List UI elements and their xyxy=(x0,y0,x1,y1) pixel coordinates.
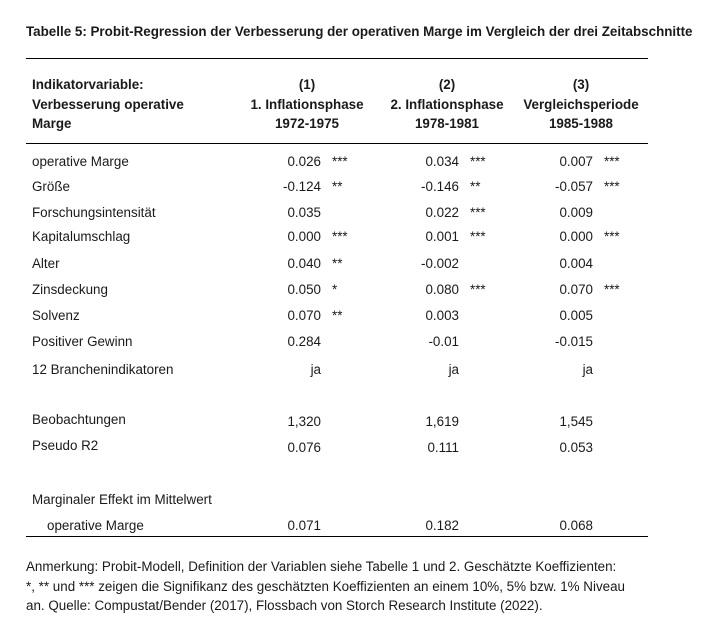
row-label: Solvenz xyxy=(32,308,80,323)
coefficient-value: 0.034 xyxy=(425,154,459,169)
stat-value: 0.111 xyxy=(427,440,459,455)
significance-stars: *** xyxy=(332,154,348,169)
coefficient-value: 0.050 xyxy=(287,282,321,297)
row-label: Alter xyxy=(32,256,60,271)
row-label: Positiver Gewinn xyxy=(32,334,133,349)
column-years: 1972-1975 xyxy=(274,116,340,131)
note-line: *, ** und *** zeigen die Signifikanz des geschätzten Koeffizienten an einem 10%, 5% bzw. 1% Niveau xyxy=(26,578,625,594)
coefficient-value: 0.035 xyxy=(287,205,321,220)
stat-label: Beobachtungen xyxy=(32,412,126,427)
note-line: an. Quelle: Compustat/Bender (2017), Flossbach von Storch Research Institute (2022). xyxy=(26,598,543,613)
coefficient-value: -0.057 xyxy=(555,179,593,194)
table-note xyxy=(26,557,686,616)
header-rule xyxy=(26,143,648,144)
column-number: (1) xyxy=(298,77,316,92)
significance-stars: ** xyxy=(470,179,481,194)
stat-value: 1,545 xyxy=(559,414,593,429)
row-label: Forschungsintensität xyxy=(32,205,156,220)
coefficient-value: 0.001 xyxy=(425,229,459,244)
coefficient-value: -0.124 xyxy=(283,179,321,194)
stat-label: Pseudo R2 xyxy=(32,438,99,453)
coefficient-value: 0.000 xyxy=(559,229,593,244)
column-header-3 xyxy=(506,75,656,134)
significance-stars: *** xyxy=(470,282,486,297)
row-label: 12 Branchenindikatoren xyxy=(32,362,174,377)
row-label: Kapitalumschlag xyxy=(32,229,131,244)
stat-value: 0.053 xyxy=(559,440,593,455)
column-number: (2) xyxy=(438,77,456,92)
significance-stars: * xyxy=(332,282,338,297)
indicator-header-line: Marge xyxy=(32,116,72,131)
coefficient-value: 0.009 xyxy=(559,205,593,220)
marginal-label: operative Marge xyxy=(47,518,144,533)
coefficient-value: 0.000 xyxy=(287,229,321,244)
coefficient-value: 0.070 xyxy=(287,308,321,323)
column-years: 1978-1981 xyxy=(414,116,480,131)
coefficient-value: 0.003 xyxy=(425,308,459,323)
coefficient-value: -0.002 xyxy=(421,256,459,271)
row-label: operative Marge xyxy=(32,154,129,169)
indicator-header xyxy=(32,75,184,134)
marginal-value-2: 0.182 xyxy=(425,518,459,533)
coefficient-value: -0.146 xyxy=(421,179,459,194)
column-name: 1. Inflationsphase xyxy=(250,96,364,112)
significance-stars: *** xyxy=(604,154,620,169)
row-label: Zinsdeckung xyxy=(32,282,108,297)
significance-stars: ** xyxy=(332,256,343,271)
table-title: Tabelle 5: Probit-Regression der Verbesserung der operativen Marge im Vergleich der drei Zeitabschnitte xyxy=(26,24,693,39)
coefficient-value: 0.070 xyxy=(559,282,593,297)
note-line: Anmerkung: Probit-Modell, Definition der Variablen siehe Tabelle 1 und 2. Geschätzte Koeffizienten: xyxy=(26,559,617,574)
significance-stars: *** xyxy=(604,229,620,244)
top-rule xyxy=(26,58,648,59)
coefficient-value: 0.026 xyxy=(287,154,321,169)
significance-stars: *** xyxy=(470,205,486,220)
coefficient-value: ja xyxy=(582,362,593,377)
column-number: (3) xyxy=(572,77,590,92)
indicator-header-line: Indikatorvariable: xyxy=(32,77,144,92)
significance-stars: *** xyxy=(604,179,620,194)
coefficient-value: -0.01 xyxy=(428,334,459,349)
significance-stars: *** xyxy=(604,282,620,297)
column-years: 1985-1988 xyxy=(548,116,614,131)
significance-stars: ** xyxy=(332,308,343,323)
significance-stars: *** xyxy=(332,229,348,244)
coefficient-value: -0.015 xyxy=(555,334,593,349)
coefficient-value: 0.284 xyxy=(287,334,321,349)
coefficient-value: 0.005 xyxy=(559,308,593,323)
significance-stars: *** xyxy=(470,154,486,169)
coefficient-value: 0.022 xyxy=(425,205,459,220)
column-header-1 xyxy=(232,75,382,134)
stat-value: 1,619 xyxy=(425,414,459,429)
marginal-value-1: 0.071 xyxy=(287,518,321,533)
coefficient-value: 0.004 xyxy=(559,256,593,271)
column-name: 2. Inflationsphase xyxy=(390,96,504,112)
marginal-heading: Marginaler Effekt im Mittelwert xyxy=(32,492,212,507)
column-name: Vergleichsperiode xyxy=(523,96,639,112)
coefficient-value: ja xyxy=(310,362,321,377)
coefficient-value: 0.007 xyxy=(559,154,593,169)
coefficient-value: 0.080 xyxy=(425,282,459,297)
significance-stars: *** xyxy=(470,229,486,244)
significance-stars: ** xyxy=(332,179,343,194)
coefficient-value: 0.040 xyxy=(287,256,321,271)
marginal-value-3: 0.068 xyxy=(559,518,593,533)
bottom-rule xyxy=(26,536,648,537)
row-label: Größe xyxy=(32,179,70,194)
stat-value: 1,320 xyxy=(287,414,321,429)
column-header-2 xyxy=(372,75,522,134)
stat-value: 0.076 xyxy=(287,440,321,455)
coefficient-value: ja xyxy=(448,362,459,377)
indicator-header-line: Verbesserung operative xyxy=(32,96,184,112)
